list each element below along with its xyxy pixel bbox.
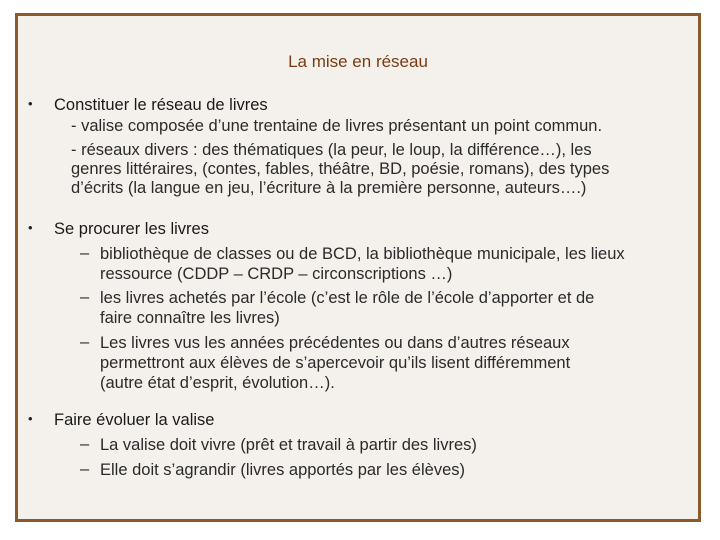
section-heading: Constituer le réseau de livres — [54, 96, 268, 114]
bullet-icon: • — [28, 220, 33, 235]
section-line: - valise composée d’une trentaine de livres présentant un point commun. — [71, 117, 603, 135]
section-constituer — [28, 96, 668, 197]
slide-content — [18, 16, 698, 519]
list-item-line: permettront aux élèves de s’apercevoir qu’ils lisent différemment — [100, 354, 571, 372]
dash-icon: – — [80, 288, 90, 306]
list-item-line: bibliothèque de classes ou de BCD, la bibliothèque municipale, les lieux — [100, 245, 625, 263]
section-heading: Faire évoluer la valise — [54, 411, 215, 429]
list-item-line: ressource (CDDP – CRDP – circonscriptions …) — [100, 265, 453, 283]
section-line: genres littéraires, (contes, fables, théâtre, BD, poésie, romans), des types — [71, 160, 610, 178]
slide-frame — [15, 13, 701, 522]
section-faire-evoluer — [28, 411, 668, 479]
dash-icon: – — [80, 333, 90, 351]
section-heading: Se procurer les livres — [54, 220, 209, 238]
bullet-icon: • — [28, 411, 33, 426]
list-item-line: les livres achetés par l’école (c’est le rôle de l’école d’apporter et de — [100, 289, 595, 307]
dash-icon: – — [80, 244, 90, 262]
section-line: d’écrits (la langue en jeu, l’écriture à la première personne, auteurs….) — [71, 179, 587, 197]
list-item-line: (autre état d’esprit, évolution…). — [100, 374, 335, 392]
section-procurer — [28, 220, 668, 392]
list-item-line: La valise doit vivre (prêt et travail à partir des livres) — [100, 436, 477, 454]
slide-title: La mise en réseau — [288, 52, 428, 71]
bullet-icon: • — [28, 96, 33, 111]
dash-icon: – — [80, 460, 90, 478]
list-item-line: Les livres vus les années précédentes ou dans d’autres réseaux — [100, 334, 570, 352]
dash-icon: – — [80, 435, 90, 453]
section-line: - réseaux divers : des thématiques (la peur, le loup, la différence…), les — [71, 141, 592, 159]
list-item-line: faire connaître les livres) — [100, 309, 280, 327]
list-item-line: Elle doit s’agrandir (livres apportés par les élèves) — [100, 461, 465, 479]
